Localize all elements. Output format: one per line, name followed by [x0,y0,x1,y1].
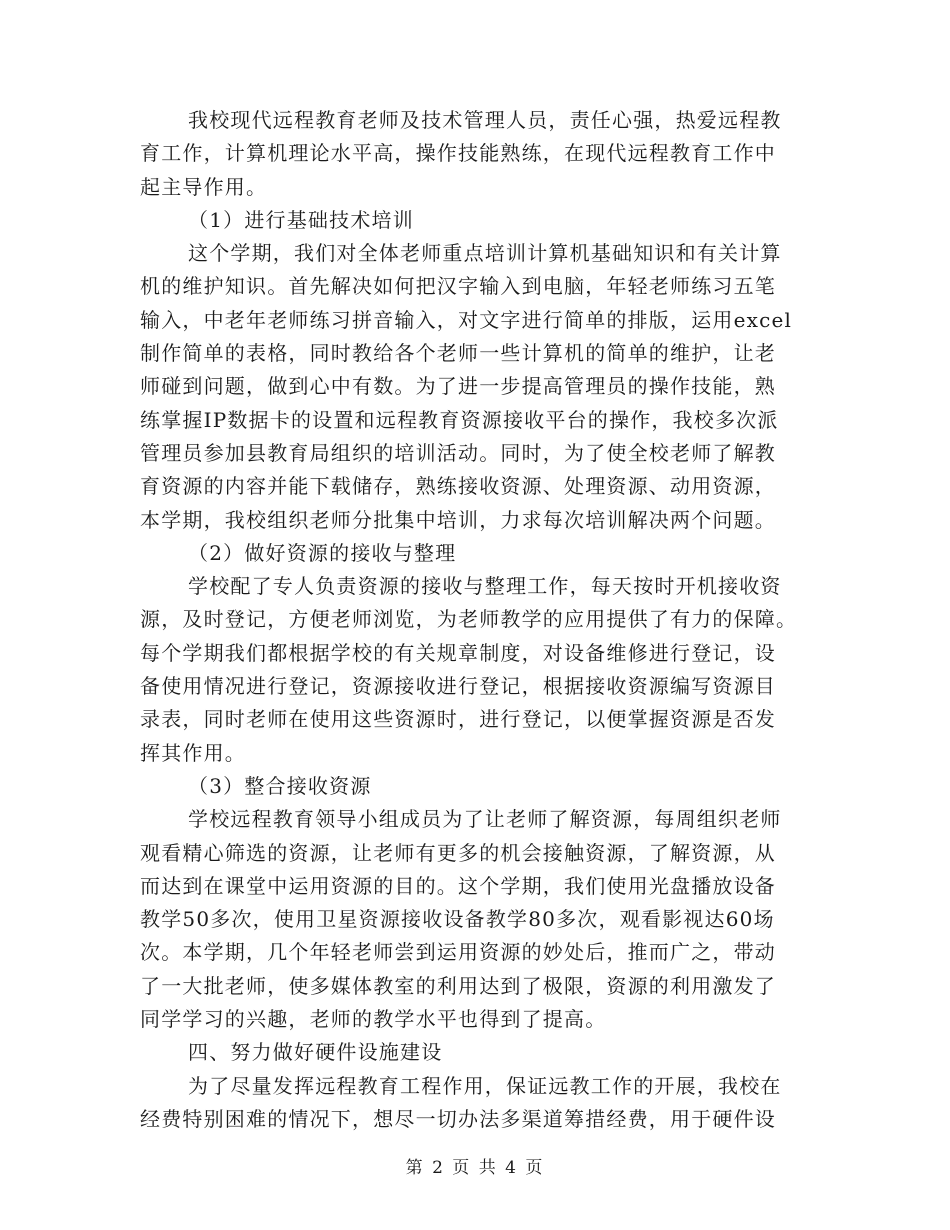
document-body [140,104,810,1136]
paragraph-resource-receiving: 学校配了专人负责资源的接收与整理工作，每天按时开机接收资 源，及时登记，方便老师浏览，为老师教学的应用提供了有力的保障。 每个学期我们都根据学校的有关规章制度，对设备维修进行登记，设 备使用情况进行登记，资源接收进行登记，根据接收资源编写资源目 录表，同时老师在使用这些资源时，进行登记，以便掌握资源是否发 挥其作用。 [140,574,798,765]
section-heading-resource-integration: （3）整合接收资源 [188,773,372,798]
paragraph-hardware: 为了尽量发挥远程教育工程作用，保证远教工作的开展，我校在 经费特别困难的情况下，想尽一切办法多渠道筹措经费，用于硬件设 [140,1073,782,1131]
section-heading-basic-training: （1）进行基础技术培训 [188,207,414,232]
paragraph-basic-training: 这个学期，我们对全体老师重点培训计算机基础知识和有关计算 机的维护知识。首先解决如何把汉字输入到电脑，年轻老师练习五笔 输入，中老年老师练习拼音输入，对文字进行简单的排版，运用excel 制作简单的表格，同时教给各个老师一些计算机的简单的维护，让老 师碰到问题，做到心中有数。为了进一步提高管理员的操作技能，熟 练掌握IP数据卡的设置和远程教育资源接收平台的操作，我校多次派 管理员参加县教育局组织的培训活动。同时，为了使全校老师了解教 育资源的内容并能下载储存，熟练接收资源、处理资源、动用资源， 本学期，我校组织老师分批集中培训，力求每次培训解决两个问题。 [140,241,793,532]
section-heading-hardware: 四、努力做好硬件设施建设 [188,1040,443,1065]
page-number-footer: 第 2 页 共 4 页 [405,1158,545,1178]
paragraph-intro: 我校现代远程教育老师及技术管理人员，责任心强，热爱远程教 育工作，计算机理论水平高，操作技能熟练，在现代远程教育工作中 起主导作用。 [140,108,782,199]
paragraph-resource-integration: 学校远程教育领导小组成员为了让老师了解资源，每周组织老师 观看精心筛选的资源，让老师有更多的机会接触资源，了解资源，从 而达到在课堂中运用资源的目的。这个学期，我们使用光盘播放设备 教学50多次，使用卫星资源接收设备教学80多次，观看影视达60场 次。本学期，几个年轻老师尝到运用资源的妙处后，推而广之，带动 了一大批老师，使多媒体教室的利用达到了极限，资源的利用激发了 同学学习的兴趣，老师的教学水平也得到了提高。 [140,807,782,1032]
section-heading-resource-receiving: （2）做好资源的接收与整理 [188,540,457,565]
